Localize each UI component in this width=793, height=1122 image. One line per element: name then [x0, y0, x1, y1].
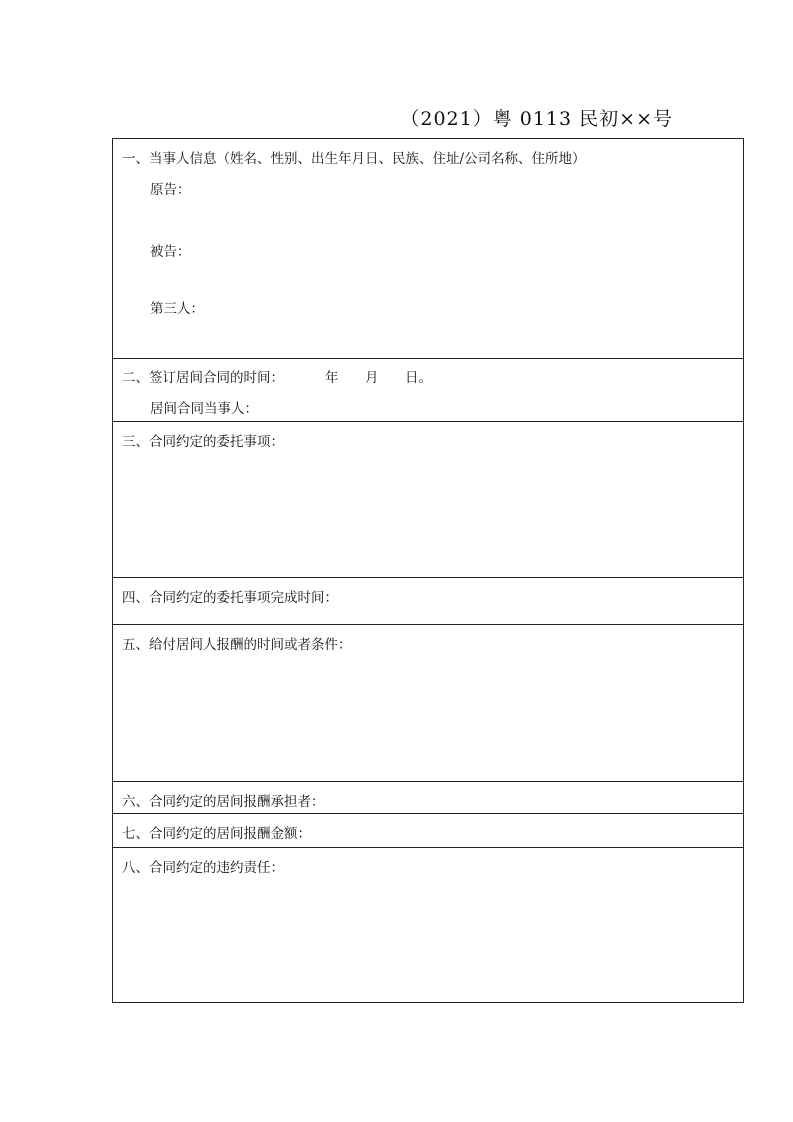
section-party-info — [113, 139, 743, 358]
form-table — [112, 138, 744, 1003]
section-entrusted-matters — [113, 421, 743, 577]
section-heading: 四、合同约定的委托事项完成时间： — [122, 590, 338, 606]
section-heading: 七、合同约定的居间报酬金额： — [122, 826, 311, 842]
section-heading: 八、合同约定的违约责任： — [122, 860, 284, 876]
section-completion-time — [113, 577, 743, 624]
section-heading: 一、当事人信息（姓名、性别、出生年月日、民族、住址/公司名称、住所地） — [122, 151, 586, 167]
section-heading: 六、合同约定的居间报酬承担者： — [122, 794, 325, 810]
section-payment-conditions — [113, 624, 743, 781]
day-label: 日。 — [405, 370, 432, 386]
section-heading: 二、签订居间合同的时间： — [122, 370, 284, 386]
defendant-label: 被告： — [150, 244, 191, 260]
section-signing-date — [113, 358, 743, 421]
third-party-label: 第三人： — [150, 301, 204, 317]
section-heading: 五、给付居间人报酬的时间或者条件： — [122, 637, 352, 653]
plaintiff-label: 原告： — [150, 182, 191, 198]
section-breach-liability — [113, 847, 743, 1002]
section-fee-amount — [113, 813, 743, 847]
case-number: （2021）粤 0113 民初××号 — [400, 108, 673, 130]
contract-parties-label: 居间合同当事人： — [150, 401, 258, 417]
section-heading: 三、合同约定的委托事项： — [122, 434, 284, 450]
section-fee-bearer — [113, 781, 743, 813]
month-label: 月 — [365, 370, 379, 386]
year-label: 年 — [325, 370, 339, 386]
